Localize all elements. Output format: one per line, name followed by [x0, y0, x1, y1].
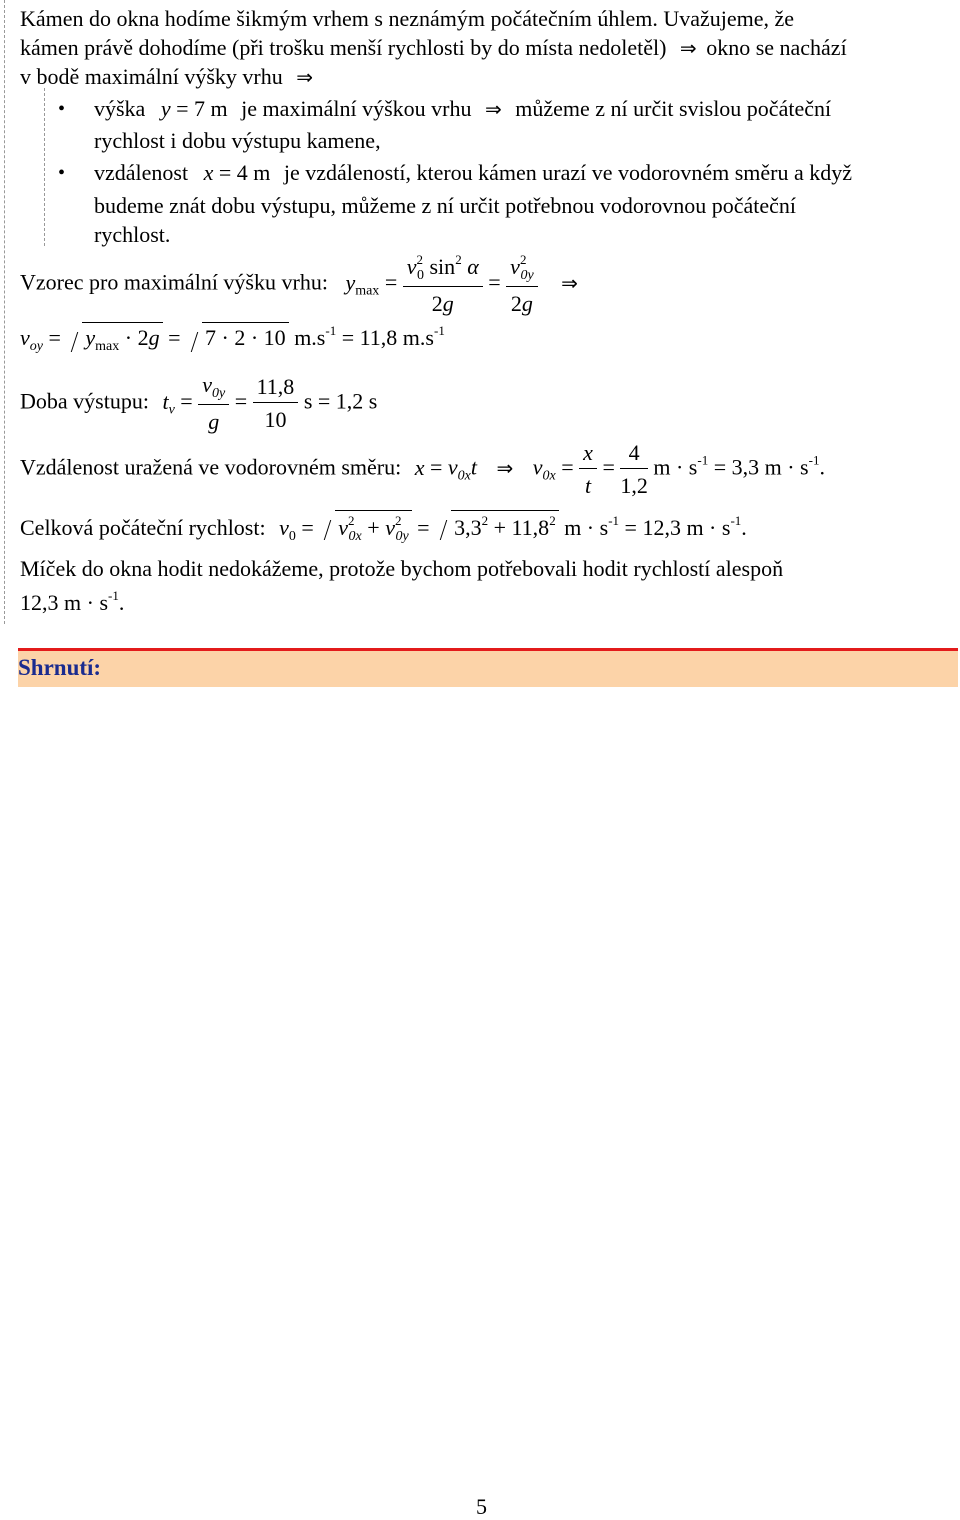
implies-arrow: ⇒ [496, 455, 514, 480]
fraction: $\frac{v_{0y}}{g}$ [198, 372, 229, 435]
summary-title: Shrnutí: [18, 655, 102, 680]
intro-line-1: Kámen do okna hodíme šikmým vrhem s neznámým počátečním úhlem. Uvažujeme, že [20, 6, 795, 31]
page-number: 5 [476, 1494, 487, 1519]
fraction: $\frac{4}{1,2}$ [620, 440, 648, 498]
formula-vertical-velocity: $v_{oy} = y_{max} \cdot 2g = 7 \cdot 2 \cdot 10$ $m.s^{-1} = 11,8$ $m.s^{-1}$ [20, 323, 445, 354]
fraction: $\frac{x}{t}$ [579, 440, 597, 499]
bullet-2-line-3: rychlost. [94, 222, 171, 247]
bullet-2-dot: • [58, 162, 66, 184]
implies-arrow: ⇒ [679, 36, 697, 60]
left-margin-rule [4, 0, 5, 624]
intro-line-2: kámen právě dohodíme (při trošku menší rychlosti by do místa nedoletěl) ⇒ okno se nachází [20, 35, 847, 60]
formula-rise-time: Doba výstupu: $t_v$ = $\frac{v_{0y}}{g}$ = $\frac{11,8}{10}$ s = 1,2 s [20, 372, 378, 434]
bullet-2-line-2: budeme znát dobu výstupu, můžeme z ní určit potřebnou vodorovnou počáteční [94, 193, 796, 218]
fraction: $\frac{v^2_0 \sin^2 \alpha}{2g}$ [403, 252, 483, 317]
math-x: x [203, 160, 214, 185]
intro-line-3: v bodě maximální výšky vrhu ⇒ [20, 64, 314, 89]
summary-heading-bar [18, 648, 958, 687]
formula-total-velocity: Celková počáteční rychlost: $v_0 = v^2_{0x} + v^2_{0y} = 3,3^2 + 11,8^2$ $m \cdot s^{-1} = 12,3$ $m \cdot s^{-1}$. [20, 510, 747, 545]
indent-margin-rule [44, 88, 45, 246]
conclusion-line-2: 12,3 $m \cdot s^{-1}$. [20, 588, 125, 615]
formula-horizontal-distance: Vzdálenost uražená ve vodorovném směru: $x = v_{0x}t$ ⇒ $v_{0x}$ = $\frac{x}{t}$ = $\frac{4}{1,2}$ $m \cdot s^{-1} = 3,3$ $m \cdot s^{-1}$. [20, 440, 825, 498]
square-root: $3,3^2 + 11,8^2$ [435, 510, 559, 541]
bullet-2-line-1: vzdálenost x = 4 m je vzdáleností, kterou kámen urazí ve vodorovném směru a když [94, 160, 853, 185]
implies-arrow: ⇒ [484, 97, 502, 121]
bullet-1-line-2: rychlost i dobu výstupu kamene, [94, 128, 381, 153]
fraction: $\frac{11,8}{10}$ [253, 374, 299, 433]
square-root: 7 · 2 · 10 [186, 322, 289, 351]
fraction: $\frac{v^2_{0y}}{2g}$ [506, 252, 537, 317]
square-root: $v^2_{0x} + v^2_{0y}$ [319, 510, 411, 545]
math-y: y [160, 96, 171, 121]
formula-max-height: Vzorec pro maximální výšku vrhu: $y_{max}$ = $\frac{v^2_0 \sin^2 \alpha}{2g}$ = $\frac{v^2_{0y}}{2g}$ ⇒ [20, 252, 578, 316]
implies-arrow: ⇒ [296, 65, 314, 89]
bullet-1-line-1: výška y = 7 m je maximální výškou vrhu ⇒ můžeme z ní určit svislou počáteční [94, 96, 832, 121]
implies-arrow: ⇒ [561, 270, 578, 295]
bullet-1-dot: • [58, 98, 66, 120]
conclusion-line-1: Míček do okna hodit nedokážeme, protože bychom potřebovali hodit rychlostí alespoň [20, 556, 784, 581]
square-root: $y_{max} \cdot 2g$ [66, 322, 162, 355]
